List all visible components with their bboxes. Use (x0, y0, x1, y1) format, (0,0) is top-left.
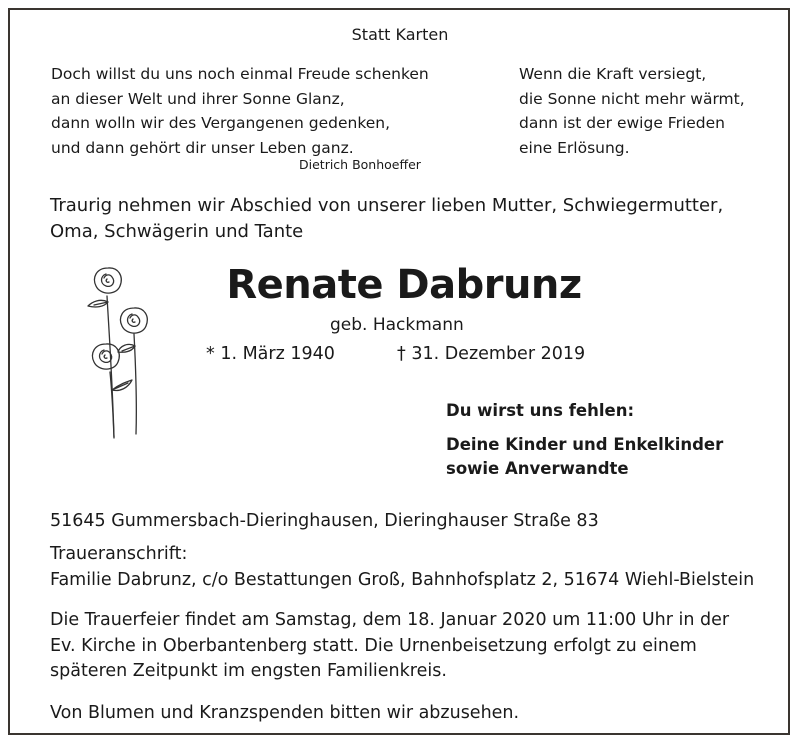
birth-name: geb. Hackmann (330, 315, 464, 335)
ceremony-text (50, 608, 729, 685)
ceremony-line: Ev. Kirche in Oberbantenberg statt. Die Urnenbeisetzung erfolgt zu einem (50, 635, 697, 656)
mourning-address (50, 542, 754, 593)
intro-line: Oma, Schwägerin und Tante (50, 221, 304, 242)
residence-address: 51645 Gummersbach-Dieringhausen, Dieringhauser Straße 83 (50, 511, 599, 531)
poem-left (51, 62, 429, 160)
signature-block (446, 433, 723, 481)
flowers-note: Von Blumen und Kranzspenden bitten wir abzusehen. (50, 703, 520, 723)
ceremony-line: späteren Zeitpunkt im engsten Familienkreis. (50, 661, 447, 681)
poem-left-line: und dann gehört dir unser Leben ganz. (51, 138, 354, 157)
mourning-address-value: Familie Dabrunz, c/o Bestattungen Groß, Bahnhofsplatz 2, 51674 Wiehl-Bielstein (50, 569, 755, 590)
poem-right (519, 62, 745, 160)
poem-left-line: dann wolln wir des Vergangenen gedenken, (51, 114, 391, 132)
poem-right-line: die Sonne nicht mehr wärmt, (519, 89, 745, 108)
poem-right-line: eine Erlösung. (519, 138, 630, 157)
signature-line: Deine Kinder und Enkelkinder (446, 435, 724, 454)
intro-text (50, 193, 723, 245)
poem-left-line: Doch willst du uns noch einmal Freude schenken (51, 65, 429, 83)
poem-left-line: an dieser Welt und ihrer Sonne Glanz, (51, 89, 345, 108)
deceased-name: Renate Dabrunz (226, 262, 582, 308)
poem-right-line: dann ist der ewige Frieden (519, 114, 725, 132)
death-date: † 31. Dezember 2019 (397, 344, 586, 364)
signature-line: sowie Anverwandte (446, 459, 629, 478)
poem-author: Dietrich Bonhoeffer (299, 157, 421, 172)
poem-right-line: Wenn die Kraft versiegt, (519, 65, 707, 83)
ceremony-line: Die Trauerfeier findet am Samstag, dem 18. Januar 2020 um 11:00 Uhr in der (50, 610, 730, 630)
intro-line: Traurig nehmen wir Abschied von unserer lieben Mutter, Schwiegermutter, (50, 195, 724, 216)
birth-date: * 1. März 1940 (206, 344, 335, 364)
farewell-line: Du wirst uns fehlen: (446, 401, 635, 420)
notice-header: Statt Karten (351, 25, 449, 44)
mourning-address-label: Traueranschrift: (50, 544, 188, 564)
